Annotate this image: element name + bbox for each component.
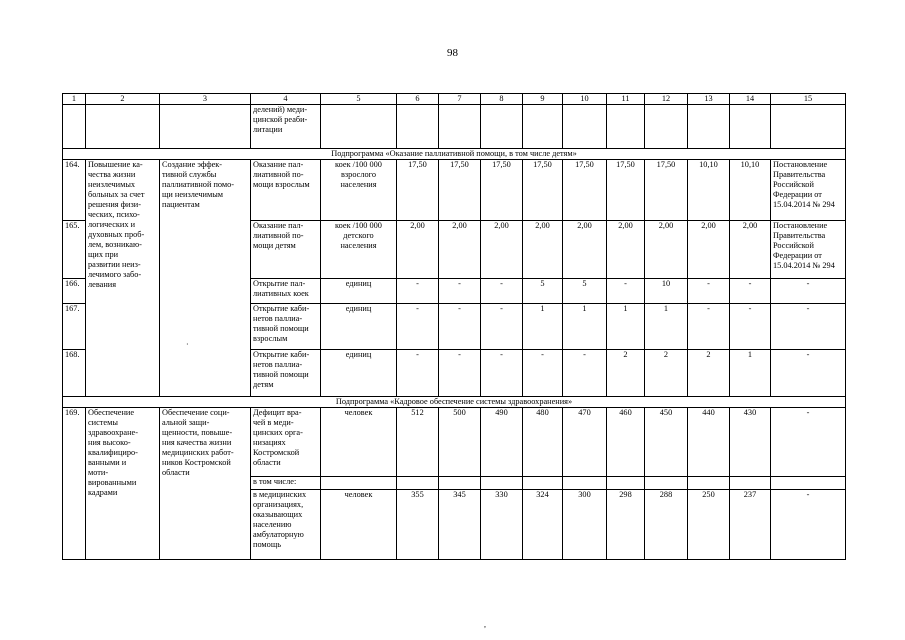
value-cell: 2,00 (563, 221, 607, 279)
header-cell: 11 (607, 94, 645, 105)
value-cell: - (730, 279, 771, 304)
value-cell: - (688, 304, 730, 350)
value-cell: 10,10 (730, 160, 771, 221)
value-cell: 355 (397, 490, 439, 560)
value-cell: - (688, 279, 730, 304)
header-cell: 15 (771, 94, 846, 105)
value-cell: 17,50 (397, 160, 439, 221)
subprogram-title: Подпрограмма «Кадровое обеспечение системы здравоохранения» (63, 397, 846, 408)
value-cell: - (397, 304, 439, 350)
document-cell: - (771, 279, 846, 304)
header-cell: 4 (251, 94, 321, 105)
indicators-table (62, 93, 846, 560)
unit-cell: человек (321, 408, 397, 477)
goal-cell: Повышение ка- чества жизни неизлечимых больных за счет решения физи- ческих, психо- логических и духовных проб- лем, возникаю- щих при развитии неиз- лечимого забо- левания (86, 160, 160, 397)
value-cell: 440 (688, 408, 730, 477)
value-cell: 2,00 (645, 221, 688, 279)
subprogram-row (63, 397, 846, 408)
header-cell: 5 (321, 94, 397, 105)
value-cell: 17,50 (607, 160, 645, 221)
row-number: 166. (63, 279, 86, 304)
row-number: 164. (63, 160, 86, 221)
value-cell: 17,50 (523, 160, 563, 221)
document-cell: - (771, 350, 846, 397)
value-cell: 17,50 (439, 160, 481, 221)
value-cell: 2,00 (688, 221, 730, 279)
scan-speck: , (484, 620, 486, 629)
value-cell: 10,10 (688, 160, 730, 221)
value-cell: - (439, 350, 481, 397)
value-cell: 5 (563, 279, 607, 304)
indicator-cell: Оказание пал- лиативной по- мощи взрослым (251, 160, 321, 221)
row-number: 168. (63, 350, 86, 397)
value-cell: 10 (645, 279, 688, 304)
value-cell: 2,00 (523, 221, 563, 279)
value-cell: 1 (645, 304, 688, 350)
including-label: в том числе: (251, 477, 321, 490)
value-cell: 2 (645, 350, 688, 397)
value-cell: 1 (730, 350, 771, 397)
value-cell: 2 (607, 350, 645, 397)
value-cell: 500 (439, 408, 481, 477)
value-cell: - (607, 279, 645, 304)
value-cell: - (481, 279, 523, 304)
value-cell: - (730, 304, 771, 350)
value-cell: 460 (607, 408, 645, 477)
value-cell: - (397, 279, 439, 304)
value-cell: 2,00 (607, 221, 645, 279)
value-cell: 324 (523, 490, 563, 560)
unit-cell: коек /100 000 взрослого населения (321, 160, 397, 221)
indicator-cell: Дефицит вра- чей в меди- цинских орга- низациях Костромской области (251, 408, 321, 477)
value-cell: 430 (730, 408, 771, 477)
value-cell: - (481, 350, 523, 397)
header-cell: 3 (160, 94, 251, 105)
indicator-cell: в медицинских организациях, оказывающих населению амбулаторную помощь (251, 490, 321, 560)
subprogram-row (63, 149, 846, 160)
document-cell: Постановление Правительства Российской Федерации от 15.04.2014 № 294 (771, 160, 846, 221)
value-cell: 2,00 (481, 221, 523, 279)
header-cell: 9 (523, 94, 563, 105)
row-number: 169. (63, 408, 86, 560)
document-cell: - (771, 408, 846, 477)
value-cell: 17,50 (645, 160, 688, 221)
scan-speck: · (186, 340, 189, 349)
document-cell: Постановление Правительства Российской Федерации от 15.04.2014 № 294 (771, 221, 846, 279)
value-cell: 17,50 (563, 160, 607, 221)
indicator-cell: Открытие каби- нетов паллиа- тивной помощи взрослым (251, 304, 321, 350)
value-cell: - (439, 304, 481, 350)
value-cell: 1 (523, 304, 563, 350)
unit-cell: коек /100 000 детского населения (321, 221, 397, 279)
header-cell: 1 (63, 94, 86, 105)
header-row (63, 94, 846, 105)
value-cell: - (439, 279, 481, 304)
continuation-row (63, 105, 846, 149)
subprogram-title: Подпрограмма «Оказание паллиативной помощи, в том числе детям» (63, 149, 846, 160)
unit-cell: человек (321, 490, 397, 560)
value-cell: 17,50 (481, 160, 523, 221)
header-cell: 12 (645, 94, 688, 105)
header-cell: 7 (439, 94, 481, 105)
value-cell: 5 (523, 279, 563, 304)
value-cell: - (481, 304, 523, 350)
header-cell: 6 (397, 94, 439, 105)
value-cell: 2 (688, 350, 730, 397)
row-number: 165. (63, 221, 86, 279)
value-cell: 480 (523, 408, 563, 477)
value-cell: - (563, 350, 607, 397)
value-cell: - (523, 350, 563, 397)
table-row (63, 408, 846, 477)
task-cell: Создание эффек- тивной службы паллиативной помо- щи неизлечимым пациентам (160, 160, 251, 397)
header-cell: 2 (86, 94, 160, 105)
document-cell: - (771, 490, 846, 560)
value-cell: 330 (481, 490, 523, 560)
value-cell: 250 (688, 490, 730, 560)
value-cell: 2,00 (397, 221, 439, 279)
page-number: 98 (447, 47, 458, 59)
value-cell: 345 (439, 490, 481, 560)
value-cell: 298 (607, 490, 645, 560)
indicator-cell: делений) меди- цинской реаби- литации (251, 105, 321, 149)
goal-cell: Обеспечение системы здравоохране- ния высоко- квалифициро- ванными и моти- вированными кадрами (86, 408, 160, 560)
value-cell: 288 (645, 490, 688, 560)
value-cell: 1 (563, 304, 607, 350)
value-cell: 490 (481, 408, 523, 477)
value-cell: 237 (730, 490, 771, 560)
indicator-cell: Открытие пал- лиативных коек (251, 279, 321, 304)
document-cell: - (771, 304, 846, 350)
unit-cell: единиц (321, 304, 397, 350)
value-cell: 2,00 (439, 221, 481, 279)
value-cell: 470 (563, 408, 607, 477)
unit-cell: единиц (321, 350, 397, 397)
table-row (63, 160, 846, 221)
value-cell: 300 (563, 490, 607, 560)
value-cell: 2,00 (730, 221, 771, 279)
value-cell: 450 (645, 408, 688, 477)
header-cell: 13 (688, 94, 730, 105)
indicator-cell: Открытие каби- нетов паллиа- тивной помощи детям (251, 350, 321, 397)
value-cell: 512 (397, 408, 439, 477)
header-cell: 14 (730, 94, 771, 105)
task-cell: Обеспечение соци- альной защи- щенности, повыше- ния качества жизни медицинских работ- ников Костромской области (160, 408, 251, 560)
row-number: 167. (63, 304, 86, 350)
unit-cell: единиц (321, 279, 397, 304)
value-cell: - (397, 350, 439, 397)
header-cell: 10 (563, 94, 607, 105)
indicator-cell: Оказание пал- лиативной по- мощи детям (251, 221, 321, 279)
value-cell: 1 (607, 304, 645, 350)
header-cell: 8 (481, 94, 523, 105)
